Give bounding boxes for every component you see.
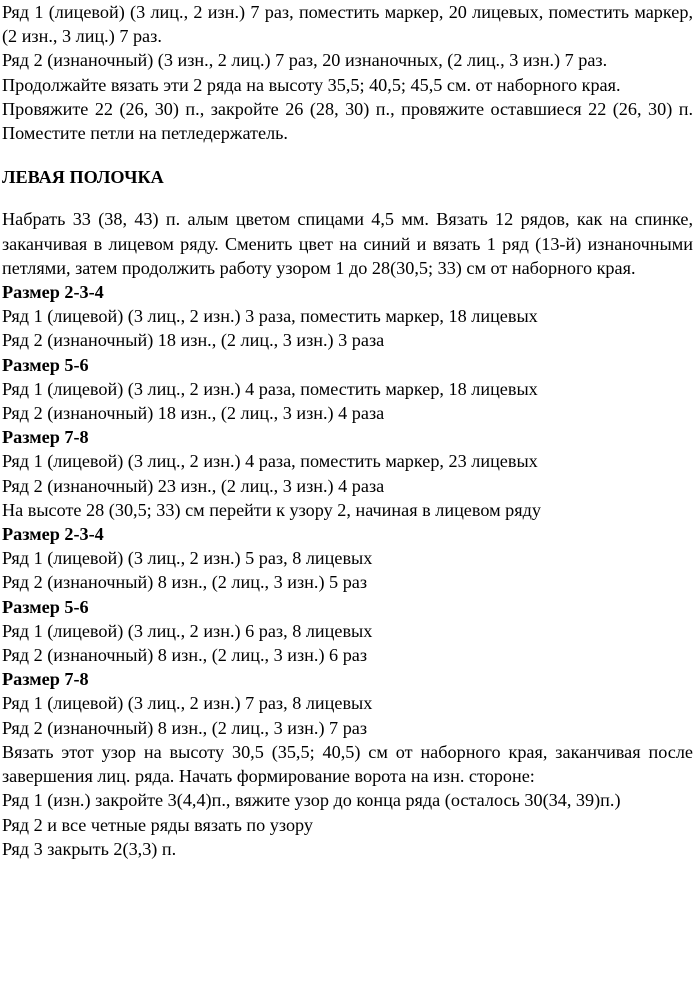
collar-intro-paragraph: Вязать этот узор на высоту 30,5 (35,5; 40,5) см от наборного края, заканчивая после завершения лиц. ряда. Начать формирование ворота на изн. стороне: xyxy=(2,741,693,787)
size-heading: Размер 2-3-4 xyxy=(2,282,104,303)
pattern-row: Ряд 1 (лицевой) (3 лиц., 2 изн.) 7 раз, 8 лицевых xyxy=(2,693,373,714)
pattern-row: Ряд 1 (лицевой) (3 лиц., 2 изн.) 4 раза, поместить маркер, 23 лицевых xyxy=(2,451,538,472)
intro-bind-off: Провяжите 22 (26, 30) п., закройте 26 (28, 30) п., провяжите оставшиеся 22 (26, 30) п. Поместите петли на петледержатель. xyxy=(2,98,693,144)
size-heading: Размер 7-8 xyxy=(2,427,89,448)
intro-row-2: Ряд 2 (изнаночный) (3 изн., 2 лиц.) 7 раз, 20 изнаночных, (2 лиц., 3 изн.) 7 раз. xyxy=(2,50,608,71)
pattern-row: Ряд 1 (лицевой) (3 лиц., 2 изн.) 6 раз, 8 лицевых xyxy=(2,620,373,641)
pattern-row: Ряд 2 (изнаночный) 8 изн., (2 лиц., 3 изн.) 7 раз xyxy=(2,717,368,738)
size-heading: Размер 5-6 xyxy=(2,354,89,375)
pattern-row: Ряд 1 (лицевой) (3 лиц., 2 изн.) 5 раз, 8 лицевых xyxy=(2,548,373,569)
pattern-row: Ряд 2 (изнаночный) 18 изн., (2 лиц., 3 изн.) 3 раза xyxy=(2,330,385,351)
size-heading: Размер 5-6 xyxy=(2,596,89,617)
pattern-row: Ряд 2 (изнаночный) 23 изн., (2 лиц., 3 изн.) 4 раза xyxy=(2,475,385,496)
section-title: ЛЕВАЯ ПОЛОЧКА xyxy=(2,167,164,188)
intro-continue: Продолжайте вязать эти 2 ряда на высоту 35,5; 40,5; 45,5 см. от наборного края. xyxy=(2,74,621,95)
cast-on-paragraph: Набрать 33 (38, 43) п. алым цветом спицами 4,5 мм. Вязать 12 рядов, как на спинке, заканчивая в лицевом ряду. Сменить цвет на синий и вязать 1 ряд (13-й) изнаночными петлями, затем продолжить работу узором 1 до 28(30,5; 33) см от наборного края. xyxy=(2,209,693,278)
collar-row-1: Ряд 1 (изн.) закройте 3(4,4)п., вяжите узор до конца ряда (осталось 30(34, 39)п.) xyxy=(2,790,621,811)
pattern-row: Ряд 2 (изнаночный) 8 изн., (2 лиц., 3 изн.) 6 раз xyxy=(2,645,368,666)
transition-paragraph: На высоте 28 (30,5; 33) см перейти к узору 2, начиная в лицевом ряду xyxy=(2,499,541,520)
collar-row-3: Ряд 3 закрыть 2(3,3) п. xyxy=(2,838,177,859)
pattern-row: Ряд 2 (изнаночный) 18 изн., (2 лиц., 3 изн.) 4 раза xyxy=(2,403,385,424)
pattern-row: Ряд 1 (лицевой) (3 лиц., 2 изн.) 3 раза, поместить маркер, 18 лицевых xyxy=(2,306,538,327)
pattern-row: Ряд 1 (лицевой) (3 лиц., 2 изн.) 4 раза, поместить маркер, 18 лицевых xyxy=(2,378,538,399)
pattern-row: Ряд 2 (изнаночный) 8 изн., (2 лиц., 3 изн.) 5 раз xyxy=(2,572,368,593)
size-heading: Размер 2-3-4 xyxy=(2,524,104,545)
size-heading: Размер 7-8 xyxy=(2,669,89,690)
intro-row-1: Ряд 1 (лицевой) (3 лиц., 2 изн.) 7 раз, поместить маркер, 20 лицевых, поместить маркер, (2 изн., 3 лиц.) 7 раз. xyxy=(2,2,693,47)
collar-row-2: Ряд 2 и все четные ряды вязать по узору xyxy=(2,814,313,835)
